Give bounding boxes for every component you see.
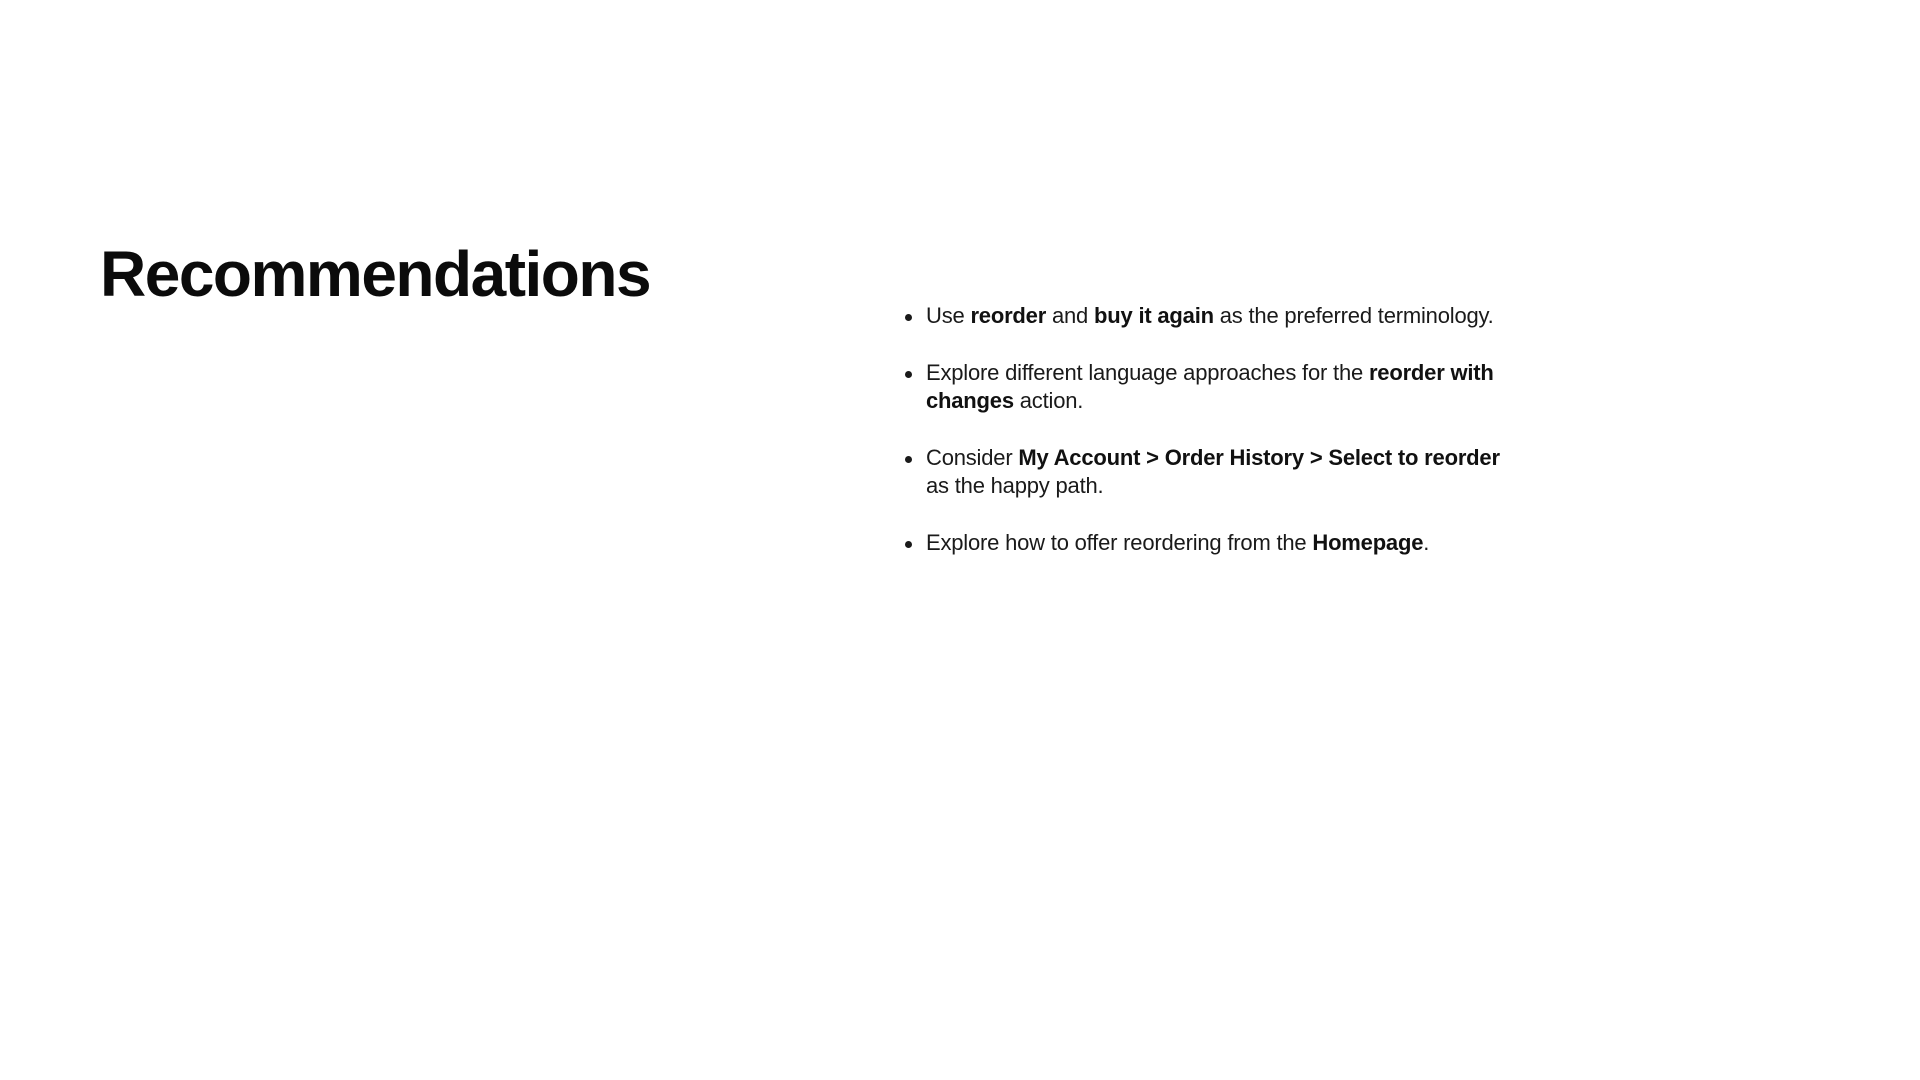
bullet-dot-icon — [905, 371, 912, 378]
bullet-dot-icon — [905, 541, 912, 548]
slide-title: Recommendations — [100, 238, 651, 310]
recommendation-item — [904, 529, 1524, 557]
recommendation-item — [904, 302, 1524, 330]
recommendation-item — [904, 359, 1524, 415]
bullet-dot-icon — [905, 456, 912, 463]
recommendation-text: Use reorder and buy it again as the preferred terminology. — [926, 303, 1494, 328]
bullet-dot-icon — [905, 314, 912, 321]
recommendation-text: Explore how to offer reordering from the Homepage. — [926, 530, 1430, 555]
recommendation-list — [904, 302, 1524, 586]
recommendation-item — [904, 444, 1524, 500]
recommendation-text: Explore different language approaches for the reorder with changes action. — [926, 360, 1494, 413]
recommendation-text: Consider My Account > Order History > Select to reorder as the happy path. — [926, 445, 1500, 498]
